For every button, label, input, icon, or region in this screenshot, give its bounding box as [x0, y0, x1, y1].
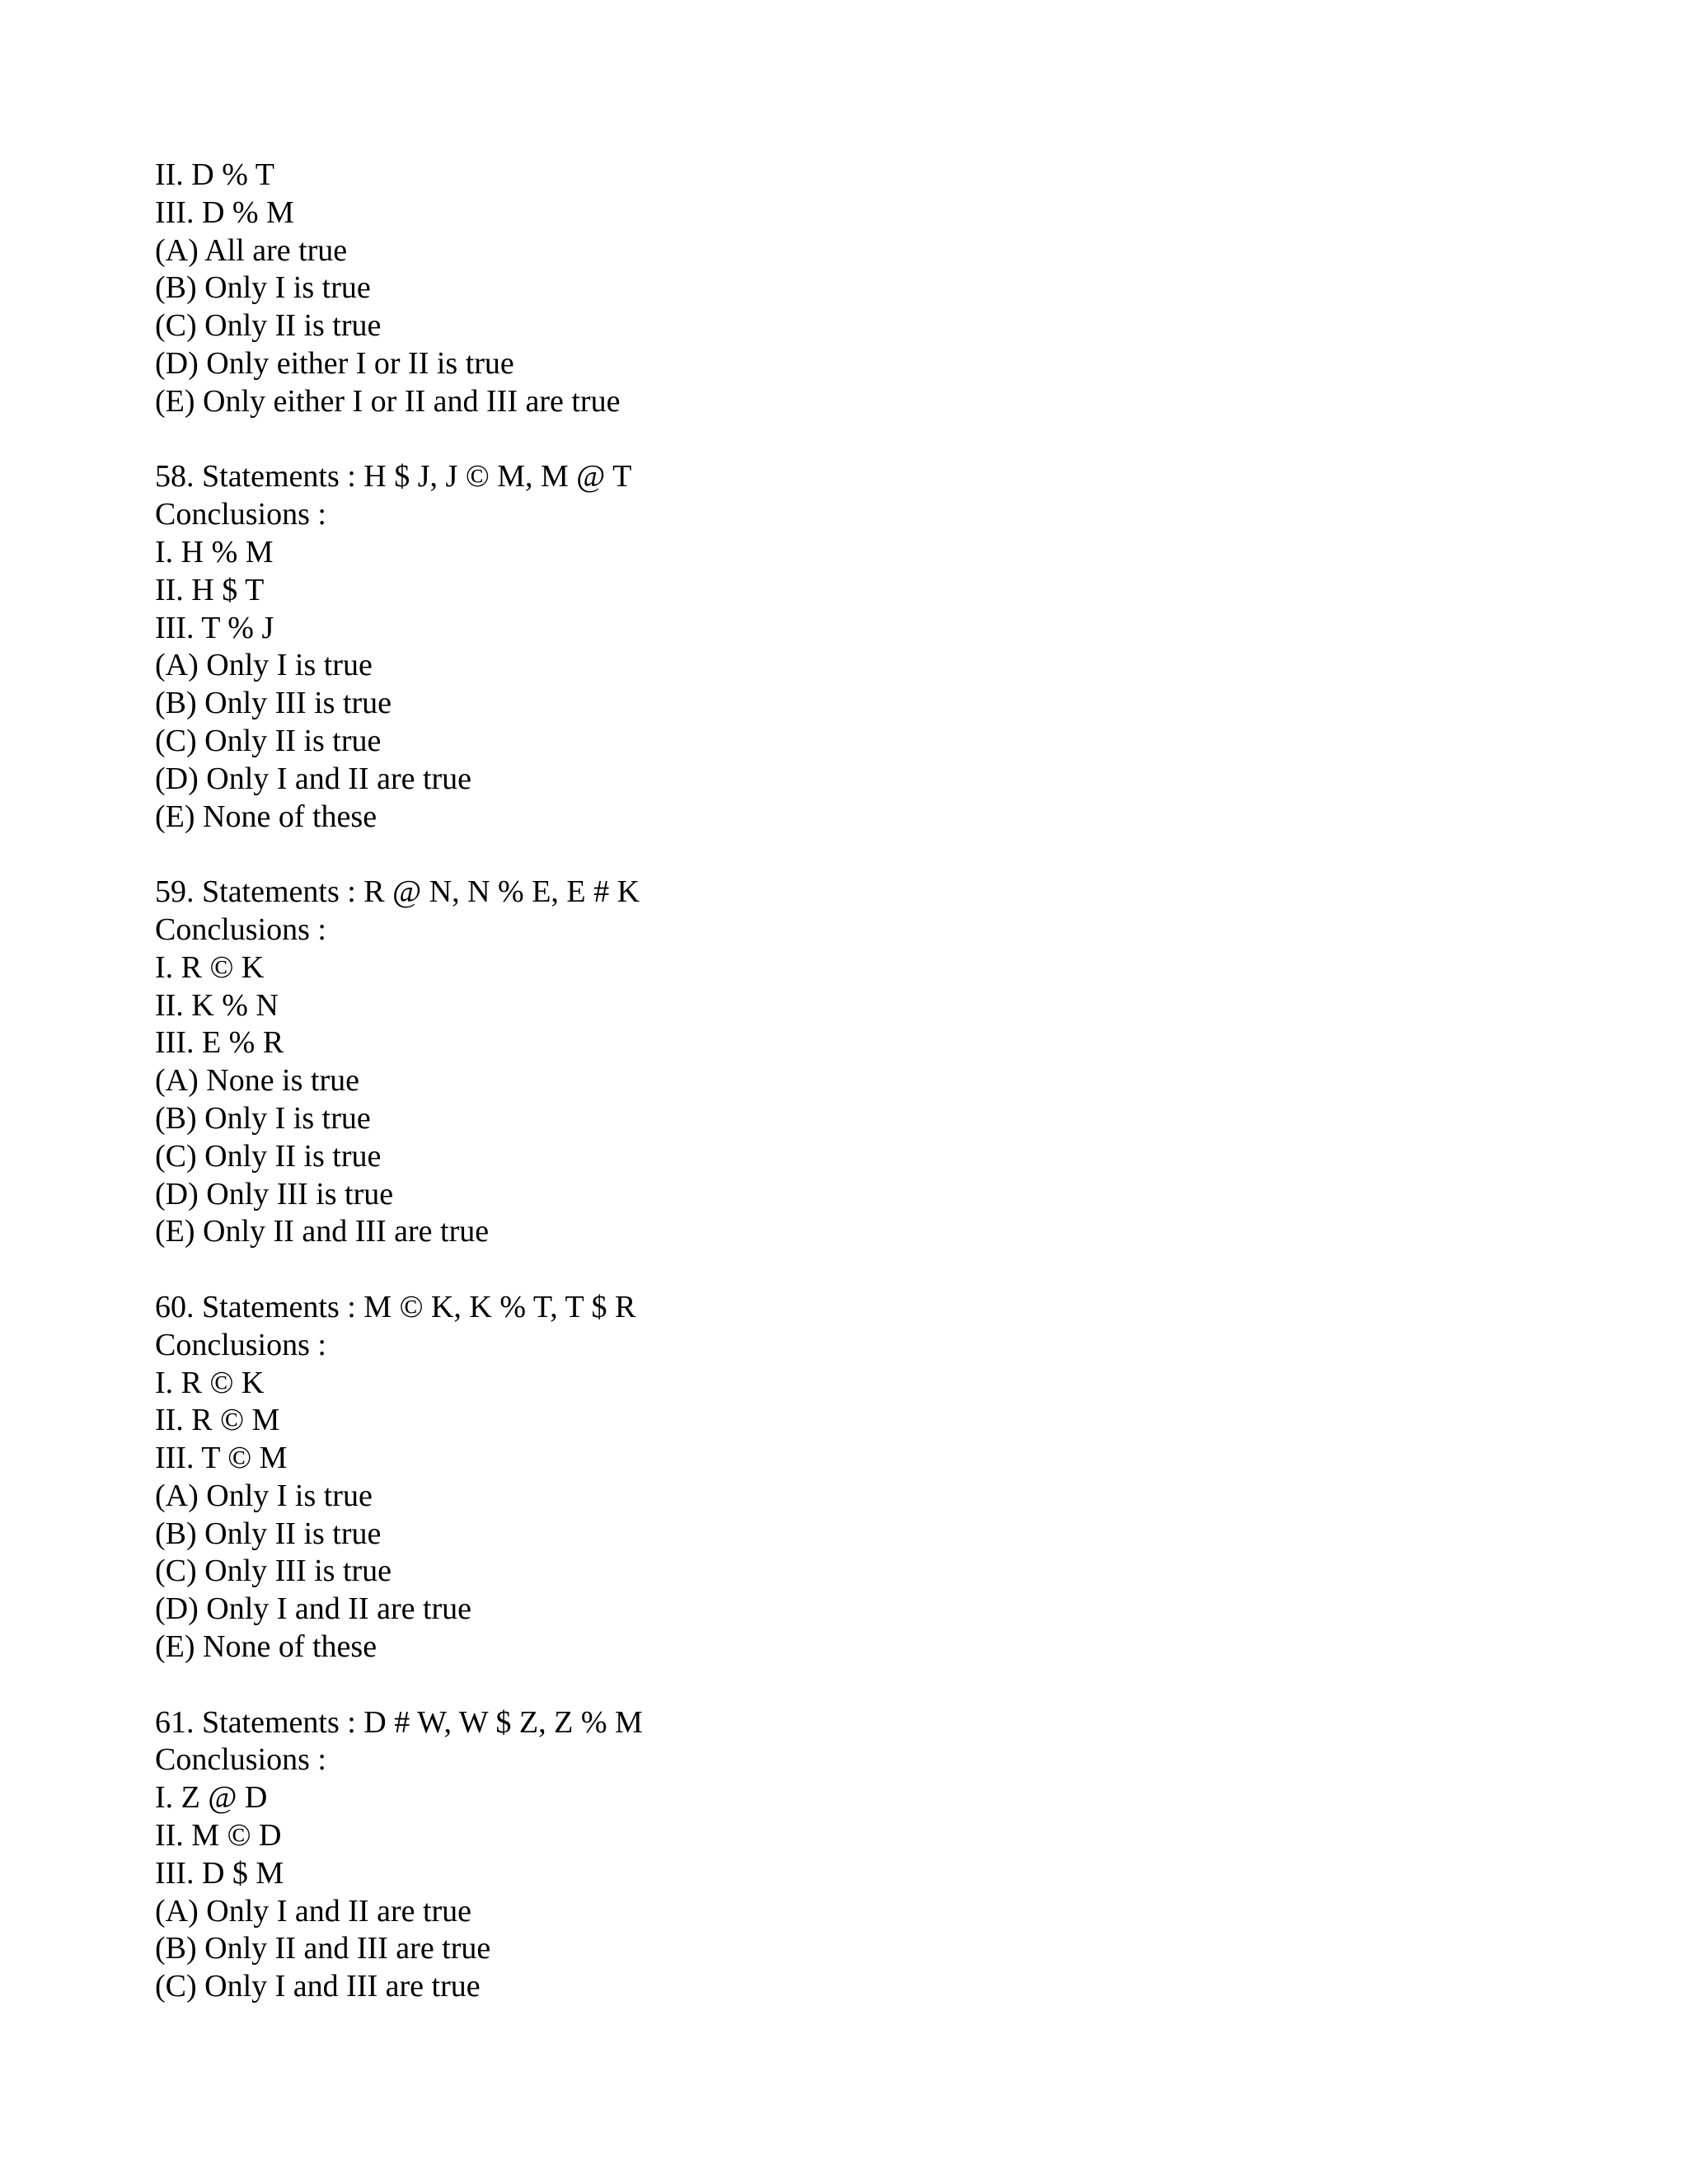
conclusions-label: Conclusions :	[155, 912, 326, 947]
conclusions-label: Conclusions :	[155, 497, 326, 532]
option-item: (C) Only III is true	[155, 1554, 392, 1589]
spacer	[155, 1666, 1556, 1704]
question-statement: 59. Statements : R @ N, N % E, E # K	[155, 874, 640, 910]
question-statement: 60. Statements : M © K, K % T, T $ R	[155, 1289, 636, 1324]
conclusion-item: I. Z @ D	[155, 1780, 268, 1816]
option-item: (A) All are true	[155, 232, 348, 268]
spacer	[155, 421, 1556, 459]
option-item: (B) Only III is true	[155, 686, 392, 721]
option-item: (B) Only II is true	[155, 1516, 382, 1551]
option-item: (A) Only I is true	[155, 648, 373, 683]
option-item: (C) Only II is true	[155, 723, 382, 758]
option-item: (B) Only I is true	[155, 1100, 371, 1136]
conclusion-item: II. H $ T	[155, 572, 265, 607]
question-59	[155, 874, 1556, 1251]
conclusion-item: I. H % M	[155, 534, 274, 569]
conclusion-item: II. D % T	[155, 157, 274, 192]
option-item: (E) None of these	[155, 799, 377, 834]
conclusion-item: I. R © K	[155, 949, 265, 985]
conclusion-item: III. D % M	[155, 194, 294, 230]
conclusion-item: III. D $ M	[155, 1855, 284, 1891]
question-57-continued	[155, 157, 1556, 421]
option-item: (E) Only II and III are true	[155, 1214, 490, 1249]
option-item: (E) Only either I or II and III are true	[155, 383, 621, 419]
conclusion-item: III. T % J	[155, 610, 274, 645]
option-item: (A) None is true	[155, 1063, 359, 1099]
conclusions-label: Conclusions :	[155, 1327, 326, 1362]
question-statement: 61. Statements : D # W, W $ Z, Z % M	[155, 1704, 643, 1740]
conclusion-item: II. M © D	[155, 1818, 282, 1854]
conclusion-item: III. E % R	[155, 1025, 284, 1061]
option-item: (A) Only I is true	[155, 1478, 373, 1513]
question-statement: 58. Statements : H $ J, J © M, M @ T	[155, 459, 632, 494]
option-item: (E) None of these	[155, 1629, 377, 1665]
option-item: (C) Only II is true	[155, 308, 382, 344]
option-item: (D) Only I and II are true	[155, 761, 472, 796]
option-item: (B) Only I is true	[155, 270, 371, 306]
option-item: (D) Only either I or II is true	[155, 345, 514, 381]
document-page	[155, 157, 1556, 2006]
spacer	[155, 1251, 1556, 1289]
conclusion-item: II. R © M	[155, 1403, 280, 1438]
conclusions-label: Conclusions :	[155, 1742, 326, 1778]
question-61	[155, 1704, 1556, 2006]
conclusion-item: II. K % N	[155, 987, 279, 1023]
option-item: (B) Only II and III are true	[155, 1931, 491, 1966]
option-item: (D) Only I and II are true	[155, 1591, 472, 1627]
spacer	[155, 836, 1556, 874]
option-item: (C) Only II is true	[155, 1138, 382, 1174]
conclusion-item: I. R © K	[155, 1365, 265, 1400]
option-item: (C) Only I and III are true	[155, 1969, 481, 2004]
question-60	[155, 1289, 1556, 1666]
option-item: (A) Only I and II are true	[155, 1893, 472, 1929]
option-item: (D) Only III is true	[155, 1176, 394, 1212]
conclusion-item: III. T © M	[155, 1441, 288, 1476]
question-58	[155, 458, 1556, 836]
